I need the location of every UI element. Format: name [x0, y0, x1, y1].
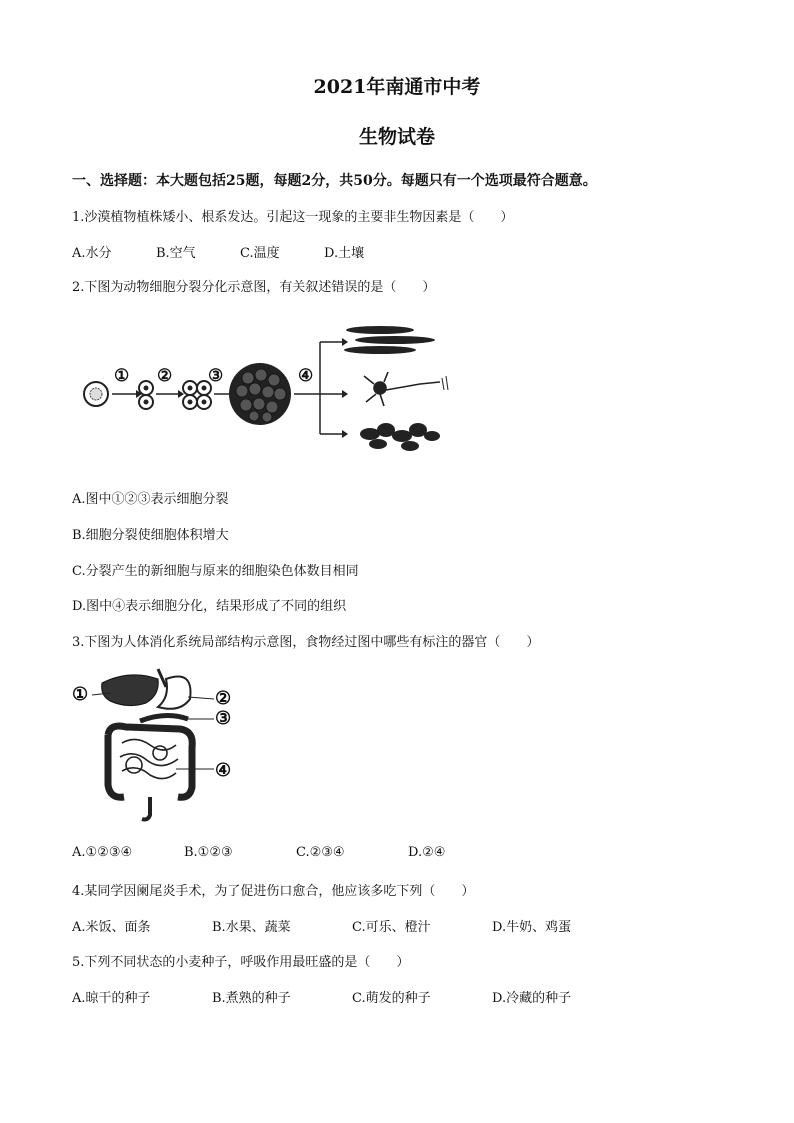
question-5-option-d: D.冷藏的种子: [492, 991, 572, 1006]
question-3-stem: 3.下图为人体消化系统局部结构示意图，食物经过图中哪些有标注的器官（ ）: [72, 635, 540, 650]
cell-division-figure: [80, 318, 470, 463]
epithelial-tissue: [360, 423, 440, 451]
cell-mass: [229, 363, 291, 425]
exam-subject: 生物试卷: [358, 126, 435, 148]
figure-3-label-4: ④: [215, 760, 232, 781]
question-1-option-a: A.水分: [72, 246, 112, 261]
question-5-option-b: B.煮熟的种子: [212, 991, 291, 1006]
question-4-option-c: C.可乐、橙汁: [352, 920, 431, 935]
question-1-option-b: B.空气: [156, 246, 196, 261]
question-2-option-a: A.图中①②③表示细胞分裂: [72, 492, 229, 507]
question-5-option-c: C.萌发的种子: [352, 991, 431, 1006]
question-1-option-d: D.土壤: [324, 246, 365, 261]
liver-shape: [102, 675, 159, 706]
figure-2-label-4: ④: [298, 366, 314, 386]
question-4-option-b: B.水果、蔬菜: [212, 920, 291, 935]
zygote-cell: [84, 382, 108, 406]
figure-2-label-3: ③: [208, 366, 224, 386]
small-intestine-shape: [120, 739, 178, 778]
figure-2-label-2: ②: [157, 366, 173, 386]
question-2-option-d: D.图中④表示细胞分化，结果形成了不同的组织: [72, 599, 347, 614]
question-1-option-c: C.温度: [240, 246, 280, 261]
question-2-option-b: B.细胞分裂使细胞体积增大: [72, 528, 229, 543]
question-2-option-c: C.分裂产生的新细胞与原来的细胞染色体数目相同: [72, 564, 359, 579]
figure-3-label-3: ③: [215, 708, 232, 729]
question-1-stem: 1.沙漠植物植株矮小、根系发达。引起这一现象的主要非生物因素是（ ）: [72, 210, 514, 225]
figure-3-label-2: ②: [215, 688, 232, 709]
question-3-option-a: A.①②③④: [72, 845, 133, 860]
question-4-stem: 4.某同学因阑尾炎手术，为了促进伤口愈合，他应该多吃下列（ ）: [72, 884, 475, 899]
figure-3-label-1: ①: [72, 684, 89, 705]
question-3-option-c: C.②③④: [296, 845, 345, 860]
pancreas-shape: [140, 715, 188, 721]
question-5-option-a: A.晾干的种子: [72, 991, 151, 1006]
question-3-option-b: B.①②③: [184, 845, 233, 860]
exam-title: 2021年南通市中考: [313, 76, 481, 98]
question-4-option-d: D.牛奶、鸡蛋: [492, 920, 572, 935]
question-4-option-a: A.米饭、面条: [72, 920, 151, 935]
question-2-stem: 2.下图为动物细胞分裂分化示意图，有关叙述错误的是（ ）: [72, 280, 436, 295]
nerve-tissue: [364, 372, 448, 406]
figure-2-label-1: ①: [114, 366, 130, 386]
two-cell-stage: [139, 381, 153, 409]
four-cell-stage: [183, 381, 211, 409]
question-5-stem: 5.下列不同状态的小麦种子，呼吸作用最旺盛的是（ ）: [72, 955, 410, 970]
question-3-option-d: D.②④: [408, 845, 446, 860]
muscle-tissue: [344, 326, 435, 354]
section-heading: 一、选择题：本大题包括25题，每题2分，共50分。每题只有一个选项最符合题意。: [72, 173, 597, 189]
